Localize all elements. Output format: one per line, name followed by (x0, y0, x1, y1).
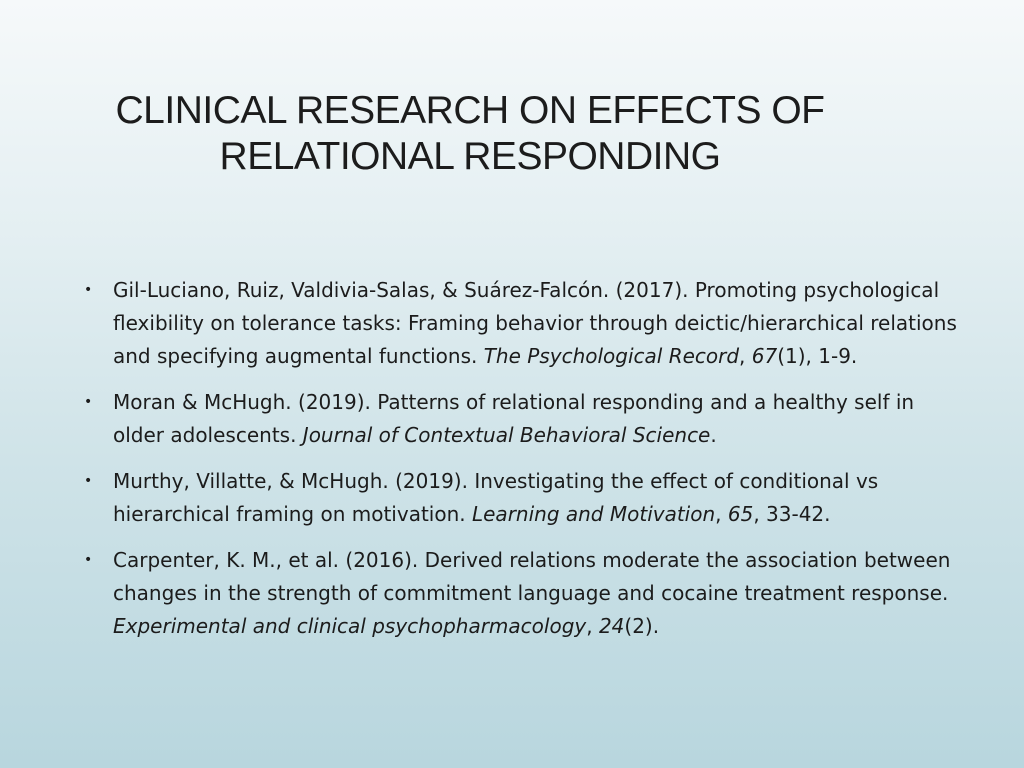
reference-sep: , (586, 614, 599, 638)
reference-sep: . (710, 423, 717, 447)
bullet-icon: • (84, 552, 93, 568)
reference-volume: 24 (598, 614, 625, 638)
reference-list (82, 274, 962, 656)
bullet-icon: • (84, 394, 93, 410)
reference-pages: (2). (624, 614, 660, 638)
reference-text: Murthy, Villatte, & McHugh. (2019). Investigating the effect of conditional vs hierarchical framing on motivation. (113, 469, 879, 526)
reference-text: Gil-Luciano, Ruiz, Valdivia-Salas, & Suárez-Falcón. (2017). Promoting psychological flexibility on tolerance tasks: Framing behavior through deictic/hierarchical relations and specifying augmental functions. (113, 278, 957, 368)
reference-journal: Experimental and clinical psychopharmacology (113, 614, 587, 638)
reference-text: Carpenter, K. M., et al. (2016). Derived relations moderate the association between changes in the strength of commitment language and cocaine treatment response. (113, 548, 951, 605)
bullet-icon: • (84, 282, 93, 298)
reference-item (82, 274, 962, 373)
reference-journal: Learning and Motivation (471, 502, 716, 526)
reference-pages: (1), 1-9. (777, 344, 858, 368)
reference-journal: The Psychological Record (483, 344, 740, 368)
slide-title-line-2: RELATIONAL RESPONDING (219, 135, 721, 178)
reference-sep: , (715, 502, 728, 526)
reference-item (82, 544, 962, 643)
reference-volume: 67 (751, 344, 778, 368)
reference-volume: 65 (727, 502, 754, 526)
reference-sep: , (739, 344, 752, 368)
reference-item (82, 386, 962, 452)
slide-title-line-1: CLINICAL RESEARCH ON EFFECTS OF (115, 89, 825, 132)
bullet-icon: • (84, 473, 93, 489)
reference-journal: Journal of Contextual Behavioral Science (302, 423, 711, 447)
reference-item (82, 465, 962, 531)
slide-title (80, 88, 860, 180)
reference-pages: , 33-42. (753, 502, 831, 526)
reference-text: Moran & McHugh. (2019). Patterns of relational responding and a healthy self in older adolescents. (113, 390, 915, 447)
